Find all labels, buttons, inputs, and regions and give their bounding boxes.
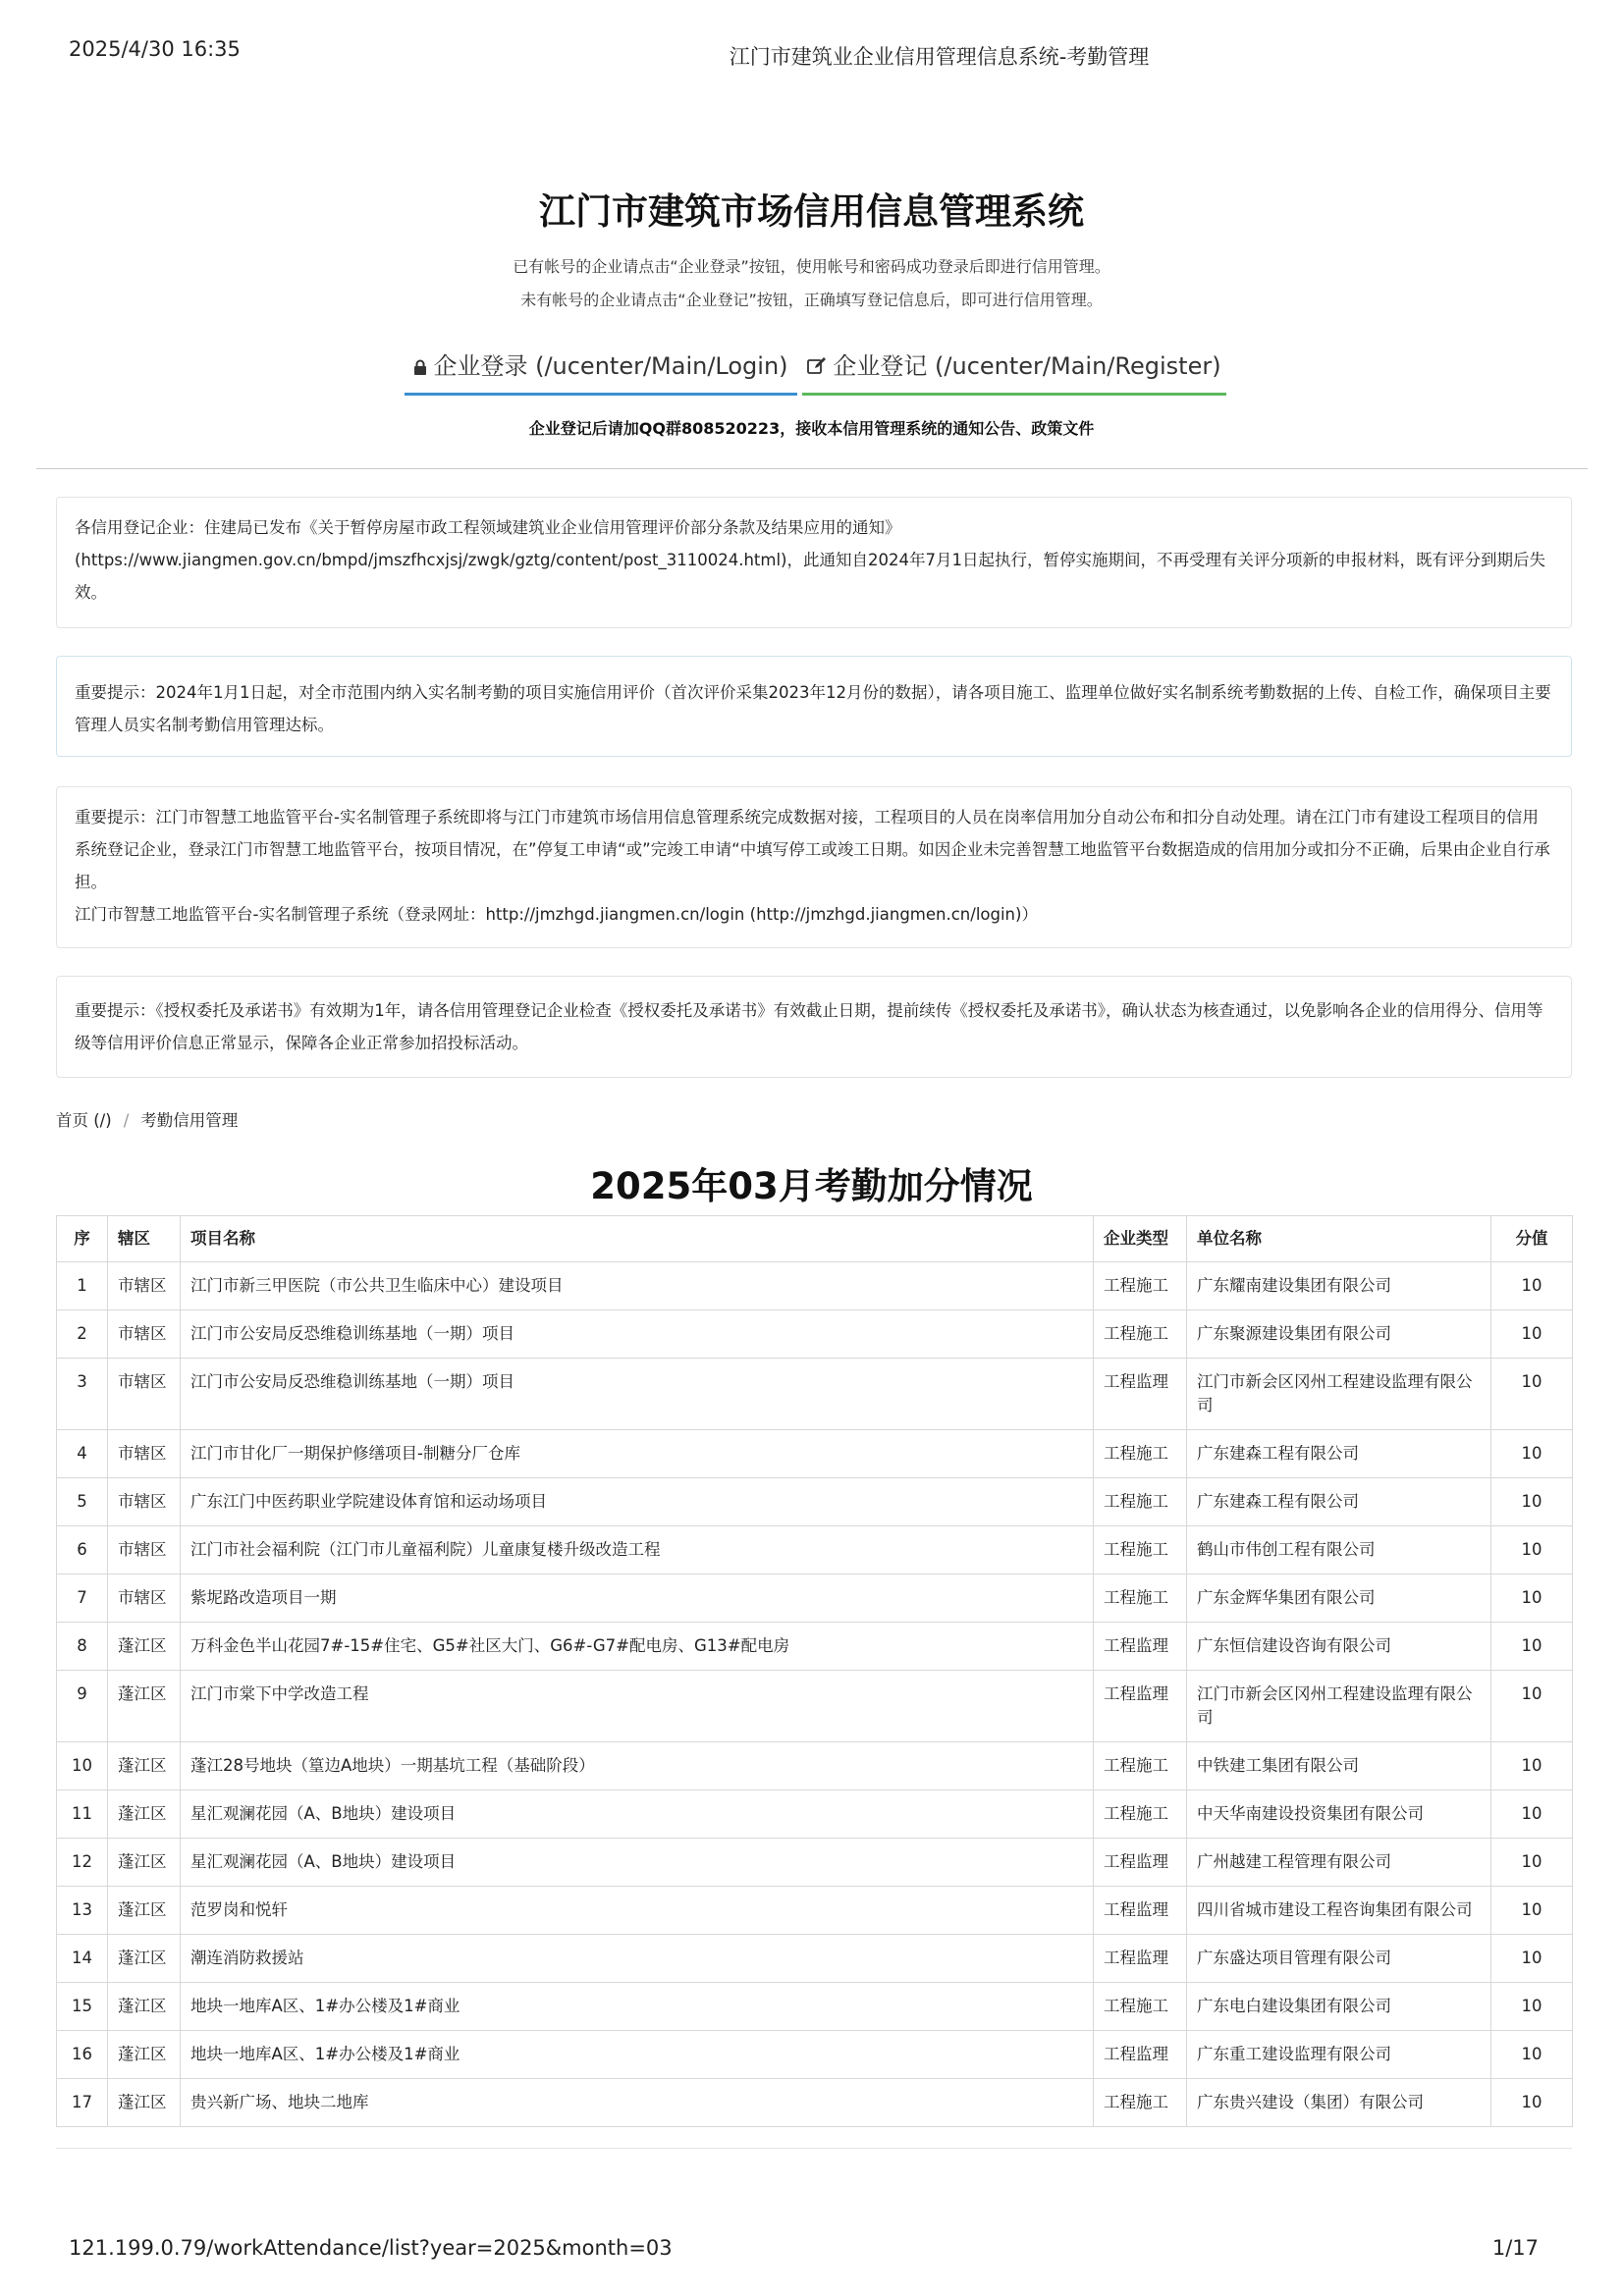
table-row — [57, 1839, 1573, 1887]
table-row — [57, 1623, 1573, 1671]
col-header-company: 单位名称 — [1187, 1216, 1491, 1262]
cell-score: 10 — [1491, 1983, 1573, 2031]
cell-index: 8 — [57, 1623, 108, 1671]
cell-project: 蓬江28号地块（篁边A地块）一期基坑工程（基础阶段） — [181, 1742, 1094, 1790]
cell-company: 中铁建工集团有限公司 — [1187, 1742, 1491, 1790]
cell-score: 10 — [1491, 1790, 1573, 1839]
cell-district: 蓬江区 — [108, 1742, 181, 1790]
cell-index: 2 — [57, 1310, 108, 1359]
cell-project: 江门市社会福利院（江门市儿童福利院）儿童康复楼升级改造工程 — [181, 1526, 1094, 1575]
login-button[interactable] — [405, 347, 797, 396]
cell-index: 15 — [57, 1983, 108, 2031]
cell-score: 10 — [1491, 1575, 1573, 1623]
cell-enterprise-type: 工程施工 — [1094, 1430, 1187, 1478]
cell-district: 蓬江区 — [108, 1671, 181, 1742]
cell-project: 广东江门中医药职业学院建设体育馆和运动场项目 — [181, 1478, 1094, 1526]
table-row — [57, 1887, 1573, 1935]
table-row — [57, 1430, 1573, 1478]
cell-district: 市辖区 — [108, 1478, 181, 1526]
cell-enterprise-type: 工程施工 — [1094, 1478, 1187, 1526]
cell-project: 紫坭路改造项目一期 — [181, 1575, 1094, 1623]
table-row — [57, 2079, 1573, 2127]
edit-icon — [807, 347, 827, 387]
cell-index: 6 — [57, 1526, 108, 1575]
cell-project: 贵兴新广场、地块二地库 — [181, 2079, 1094, 2127]
cell-index: 12 — [57, 1839, 108, 1887]
cell-district: 蓬江区 — [108, 1839, 181, 1887]
col-header-score: 分值 — [1491, 1216, 1573, 1262]
cell-district: 市辖区 — [108, 1262, 181, 1310]
cell-index: 17 — [57, 2079, 108, 2127]
cell-score: 10 — [1491, 1478, 1573, 1526]
cell-score: 10 — [1491, 2079, 1573, 2127]
cell-district: 市辖区 — [108, 1359, 181, 1430]
notice-alert-attendance — [56, 656, 1572, 757]
print-timestamp: 2025/4/30 16:35 — [69, 37, 241, 61]
cell-score: 10 — [1491, 1742, 1573, 1790]
cell-company: 广东聚源建设集团有限公司 — [1187, 1310, 1491, 1359]
cell-enterprise-type: 工程监理 — [1094, 1359, 1187, 1430]
cell-company: 江门市新会区冈州工程建设监理有限公司 — [1187, 1359, 1491, 1430]
table-header-row — [57, 1216, 1573, 1262]
cell-enterprise-type: 工程监理 — [1094, 1935, 1187, 1983]
table-row — [57, 1935, 1573, 1983]
cell-index: 10 — [57, 1742, 108, 1790]
smart-site-link[interactable]: 江门市智慧工地监管平台-实名制管理子系统（登录网址：http://jmzhgd.jiangmen.cn/login (http://jmzhgd.jiangmen.cn/login)） — [75, 905, 1038, 924]
cell-score: 10 — [1491, 1935, 1573, 1983]
table-row — [57, 1310, 1573, 1359]
cell-score: 10 — [1491, 1623, 1573, 1671]
col-header-district: 辖区 — [108, 1216, 181, 1262]
notice-alert-suspension — [56, 497, 1572, 628]
print-url: 121.199.0.79/workAttendance/list?year=2025&month=03 — [69, 2236, 673, 2260]
cell-score: 10 — [1491, 2031, 1573, 2079]
cell-project: 江门市甘化厂一期保护修缮项目-制糖分厂仓库 — [181, 1430, 1094, 1478]
cell-enterprise-type: 工程施工 — [1094, 1742, 1187, 1790]
cell-project: 潮连消防救援站 — [181, 1935, 1094, 1983]
cell-index: 13 — [57, 1887, 108, 1935]
table-row — [57, 1983, 1573, 2031]
cell-enterprise-type: 工程施工 — [1094, 1310, 1187, 1359]
intro-line-2: 未有帐号的企业请点击“企业登记”按钮，正确填写登记信息后，即可进行信用管理。 — [520, 291, 1103, 309]
cell-enterprise-type: 工程施工 — [1094, 2079, 1187, 2127]
cell-index: 4 — [57, 1430, 108, 1478]
attendance-score-table — [56, 1215, 1573, 2127]
breadcrumb-home-link[interactable]: 首页 (/) — [56, 1111, 112, 1130]
cell-score: 10 — [1491, 1671, 1573, 1742]
cell-company: 广州越建工程管理有限公司 — [1187, 1839, 1491, 1887]
cell-company: 广东耀南建设集团有限公司 — [1187, 1262, 1491, 1310]
table-row — [57, 1575, 1573, 1623]
cell-score: 10 — [1491, 1887, 1573, 1935]
cell-company: 江门市新会区冈州工程建设监理有限公司 — [1187, 1671, 1491, 1742]
cell-project: 星汇观澜花园（A、B地块）建设项目 — [181, 1839, 1094, 1887]
cell-company: 广东重工建设监理有限公司 — [1187, 2031, 1491, 2079]
cell-index: 9 — [57, 1671, 108, 1742]
table-row — [57, 1671, 1573, 1742]
cell-project: 范罗岗和悦轩 — [181, 1887, 1094, 1935]
cell-company: 广东盛达项目管理有限公司 — [1187, 1935, 1491, 1983]
cell-score: 10 — [1491, 1430, 1573, 1478]
print-header — [69, 37, 1554, 67]
cell-enterprise-type: 工程施工 — [1094, 1983, 1187, 2031]
table-row — [57, 2031, 1573, 2079]
cell-enterprise-type: 工程监理 — [1094, 1839, 1187, 1887]
cell-company: 四川省城市建设工程咨询集团有限公司 — [1187, 1887, 1491, 1935]
cell-index: 11 — [57, 1790, 108, 1839]
col-header-enterprise-type: 企业类型 — [1094, 1216, 1187, 1262]
table-row — [57, 1478, 1573, 1526]
cell-project: 江门市棠下中学改造工程 — [181, 1671, 1094, 1742]
cell-project: 江门市公安局反恐维稳训练基地（一期）项目 — [181, 1359, 1094, 1430]
cell-district: 蓬江区 — [108, 1623, 181, 1671]
cell-company: 广东金辉华集团有限公司 — [1187, 1575, 1491, 1623]
cell-index: 5 — [57, 1478, 108, 1526]
cell-company: 中天华南建设投资集团有限公司 — [1187, 1790, 1491, 1839]
breadcrumb — [56, 1107, 238, 1131]
lock-icon — [413, 347, 427, 387]
cell-score: 10 — [1491, 1262, 1573, 1310]
cell-district: 蓬江区 — [108, 1790, 181, 1839]
table-row — [57, 1526, 1573, 1575]
print-page-number: 1/17 — [1491, 2236, 1539, 2260]
login-button-label: 企业登录 (/ucenter/Main/Login) — [433, 352, 788, 380]
cell-company: 广东电白建设集团有限公司 — [1187, 1983, 1491, 2031]
qq-group-notice: 企业登记后请加QQ群808520223，接收本信用管理系统的通知公告、政策文件 — [528, 419, 1095, 438]
register-button[interactable] — [802, 347, 1226, 396]
cell-company: 广东恒信建设咨询有限公司 — [1187, 1623, 1491, 1671]
print-page-title: 江门市建筑业企业信用管理信息系统-考勤管理 — [729, 45, 1150, 69]
cell-district: 市辖区 — [108, 1575, 181, 1623]
cell-district: 蓬江区 — [108, 1983, 181, 2031]
cell-district: 市辖区 — [108, 1526, 181, 1575]
cell-enterprise-type: 工程施工 — [1094, 1575, 1187, 1623]
cell-project: 江门市公安局反恐维稳训练基地（一期）项目 — [181, 1310, 1094, 1359]
cell-index: 14 — [57, 1935, 108, 1983]
cell-company: 广东建森工程有限公司 — [1187, 1430, 1491, 1478]
col-header-project: 项目名称 — [181, 1216, 1094, 1262]
cell-district: 市辖区 — [108, 1430, 181, 1478]
cell-enterprise-type: 工程监理 — [1094, 1623, 1187, 1671]
cell-company: 广东建森工程有限公司 — [1187, 1478, 1491, 1526]
cell-index: 7 — [57, 1575, 108, 1623]
cell-index: 3 — [57, 1359, 108, 1430]
cell-score: 10 — [1491, 1359, 1573, 1430]
table-row — [57, 1262, 1573, 1310]
site-title: 江门市建筑市场信用信息管理系统 — [539, 190, 1084, 233]
cell-enterprise-type: 工程监理 — [1094, 1887, 1187, 1935]
cell-district: 蓬江区 — [108, 2031, 181, 2079]
cell-company: 广东贵兴建设（集团）有限公司 — [1187, 2079, 1491, 2127]
table-row — [57, 1359, 1573, 1430]
alert-text: 重要提示：江门市智慧工地监管平台-实名制管理子系统即将与江门市建筑市场信用信息管理系统完成数据对接，工程项目的人员在岗率信用加分自动公布和扣分自动处理。请在江门市有建设工程项目的信用系统登记企业，登录江门市智慧工地监管平台，按项目情况，在”停复工申请“或”完竣工申请“中填写停工或竣工日期。如因企业未完善智慧工地监管平台数据造成的信用加分或扣分不正确，后果由企业自行承担。 — [75, 808, 1550, 891]
cell-project: 地块一地库A区、1#办公楼及1#商业 — [181, 2031, 1094, 2079]
intro-line-1: 已有帐号的企业请点击“企业登录”按钮，使用帐号和密码成功登录后即进行信用管理。 — [513, 257, 1110, 276]
register-button-label: 企业登记 (/ucenter/Main/Register) — [833, 352, 1221, 380]
cell-enterprise-type: 工程监理 — [1094, 1671, 1187, 1742]
cell-enterprise-type: 工程施工 — [1094, 1262, 1187, 1310]
alert-text: 重要提示：《授权委托及承诺书》有效期为1年，请各信用管理登记企业检查《授权委托及承诺书》有效截止日期，提前续传《授权委托及承诺书》，确认状态为核查通过，以免影响各企业的信用得分、信用等级等信用评价信息正常显示，保障各企业正常参加招投标活动。 — [75, 1001, 1543, 1052]
cell-enterprise-type: 工程监理 — [1094, 2031, 1187, 2079]
header-divider — [36, 468, 1588, 469]
cell-score: 10 — [1491, 1839, 1573, 1887]
cell-district: 市辖区 — [108, 1310, 181, 1359]
notice-alert-smart-site — [56, 786, 1572, 948]
cell-index: 16 — [57, 2031, 108, 2079]
cell-index: 1 — [57, 1262, 108, 1310]
cell-project: 星汇观澜花园（A、B地块）建设项目 — [181, 1790, 1094, 1839]
table-row — [57, 1790, 1573, 1839]
page-heading: 2025年03月考勤加分情况 — [590, 1165, 1033, 1207]
table-row — [57, 1742, 1573, 1790]
col-header-index: 序 — [57, 1216, 108, 1262]
breadcrumb-separator: / — [123, 1111, 130, 1130]
cell-district: 蓬江区 — [108, 1887, 181, 1935]
cell-score: 10 — [1491, 1526, 1573, 1575]
cell-enterprise-type: 工程施工 — [1094, 1790, 1187, 1839]
cell-score: 10 — [1491, 1310, 1573, 1359]
alert-text: 重要提示：2024年1月1日起，对全市范围内纳入实名制考勤的项目实施信用评价（首次评价采集2023年12月份的数据），请各项目施工、监理单位做好实名制系统考勤数据的上传、自检工作，确保项目主要管理人员实名制考勤信用管理达标。 — [75, 683, 1551, 734]
content-bottom-rule — [56, 2148, 1572, 2149]
breadcrumb-current: 考勤信用管理 — [140, 1111, 239, 1130]
alert-text: 各信用登记企业：住建局已发布《关于暂停房屋市政工程领域建筑业企业信用管理评价部分条款及结果应用的通知》(https://www.jiangmen.gov.cn/bmpd/jmszfhcxjsj/zwgk/gztg/content/post_3110024.html)，此通知自2024年7月1日起执行，暂停实施期间，不再受理有关评分项新的申报材料，既有评分到期后失效。 — [75, 518, 1545, 602]
cell-company: 鹤山市伟创工程有限公司 — [1187, 1526, 1491, 1575]
cell-enterprise-type: 工程施工 — [1094, 1526, 1187, 1575]
cell-project: 万科金色半山花园7#-15#住宅、G5#社区大门、G6#-G7#配电房、G13#配电房 — [181, 1623, 1094, 1671]
cell-district: 蓬江区 — [108, 1935, 181, 1983]
cell-project: 地块一地库A区、1#办公楼及1#商业 — [181, 1983, 1094, 2031]
notice-alert-authorization — [56, 976, 1572, 1078]
cell-district: 蓬江区 — [108, 2079, 181, 2127]
cell-project: 江门市新三甲医院（市公共卫生临床中心）建设项目 — [181, 1262, 1094, 1310]
